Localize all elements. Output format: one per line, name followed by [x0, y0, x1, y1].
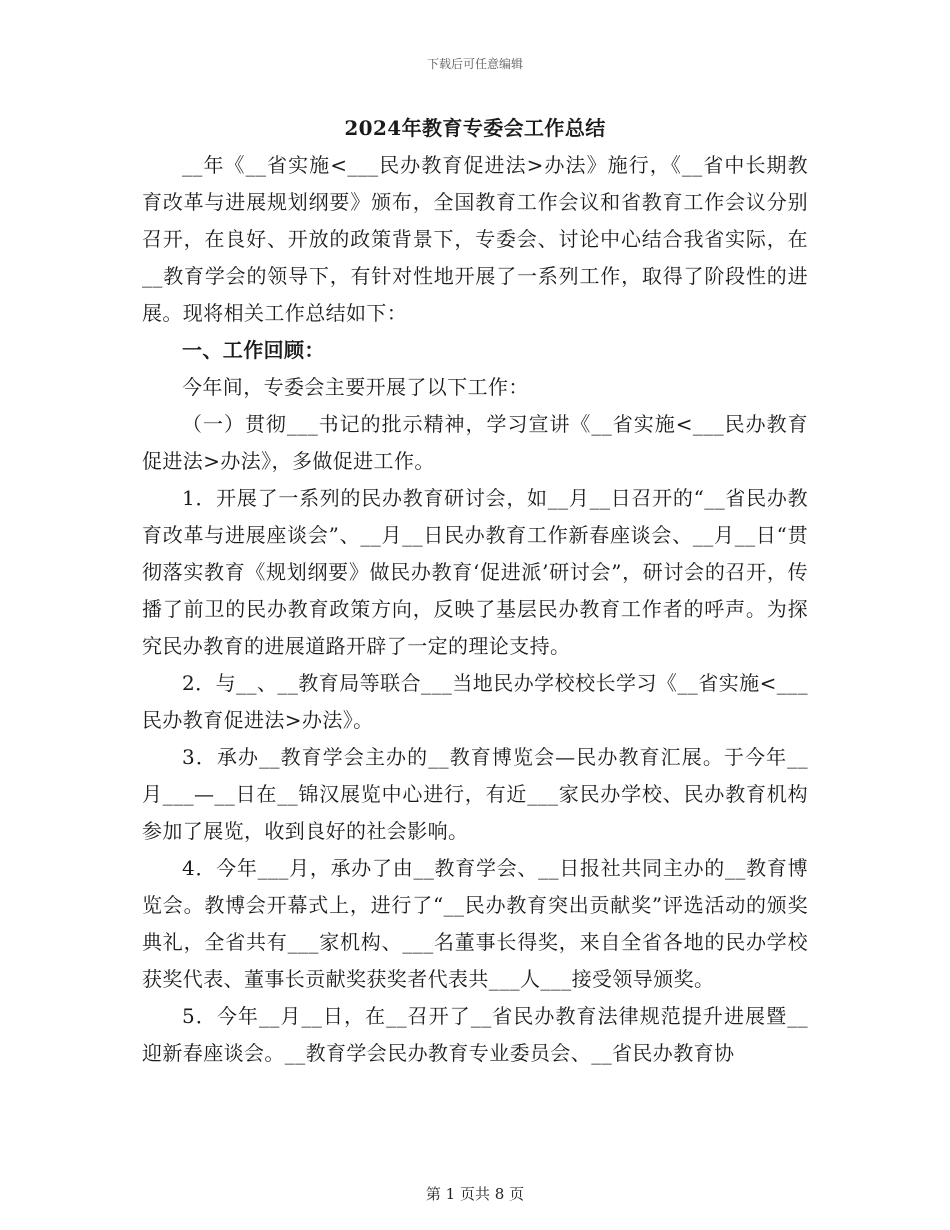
page-header-note: 下载后可任意编辑: [426, 57, 523, 71]
document-title: 2024年教育专委会工作总结: [344, 116, 606, 140]
section-heading-work-review: 一、工作回顾：: [182, 338, 325, 362]
list-item-paragraph: 2．与__、__教育局等联合___当地民办学校校长学习《__省实施<___民办教育促进法>办法》。: [142, 671, 808, 732]
list-item-paragraph: 4．今年___月，承办了由__教育学会、__日报社共同主办的__教育博览会。教博会开幕式上，进行了“__民办教育突出贡献奖”评选活动的颁奖典礼，全省共有___家机构、___名董事长得奖，来自全省各地的民办学校获奖代表、董事长贡献奖获奖者代表共___人___接受领导颁奖。: [142, 856, 808, 991]
page-number-footer: 第 1 页共 8 页: [425, 1185, 525, 1203]
intro-paragraph: __年《__省实施<___民办教育促进法>办法》施行，《__省中长期教育改革与进展规划纲要》颁布，全国教育工作会议和省教育工作会议分别召开，在良好、开放的政策背景下，专委会、讨论中心结合我省实际，在__教育学会的领导下，有针对性地开展了一系列工作，取得了阶段性的进展。现将相关工作总结如下：: [142, 153, 808, 325]
section-lead-paragraph: 今年间，专委会主要开展了以下工作：: [182, 375, 529, 399]
list-item-paragraph: 1．开展了一系列的民办教育研讨会，如__月__日召开的“__省民办教育改革与进展座谈会”、__月__日民办教育工作新春座谈会、__月__日“贯彻落实教育《规划纲要》做民办教育‘促进派’研讨会”，研讨会的召开，传播了前卫的民办教育政策方向，反映了基层民办教育工作者的呼声。为探究民办教育的进展道路开辟了一定的理论支持。: [142, 486, 808, 658]
subsection-paragraph-1: （一）贯彻___书记的批示精神，学习宣讲《__省实施<___民办教育促进法>办法》，多做促进工作。: [142, 412, 808, 473]
list-item-paragraph: 5．今年__月__日，在__召开了__省民办教育法律规范提升进展暨__迎新春座谈会。__教育学会民办教育专业委员会、__省民办教育协: [142, 1004, 808, 1065]
document-body: [142, 110, 808, 1072]
list-item-paragraph: 3．承办__教育学会主办的__教育博览会—民办教育汇展。于今年__月___—__日在__锦汉展览中心进行，有近___家民办学校、民办教育机构参加了展览，收到良好的社会影响。: [142, 745, 808, 843]
